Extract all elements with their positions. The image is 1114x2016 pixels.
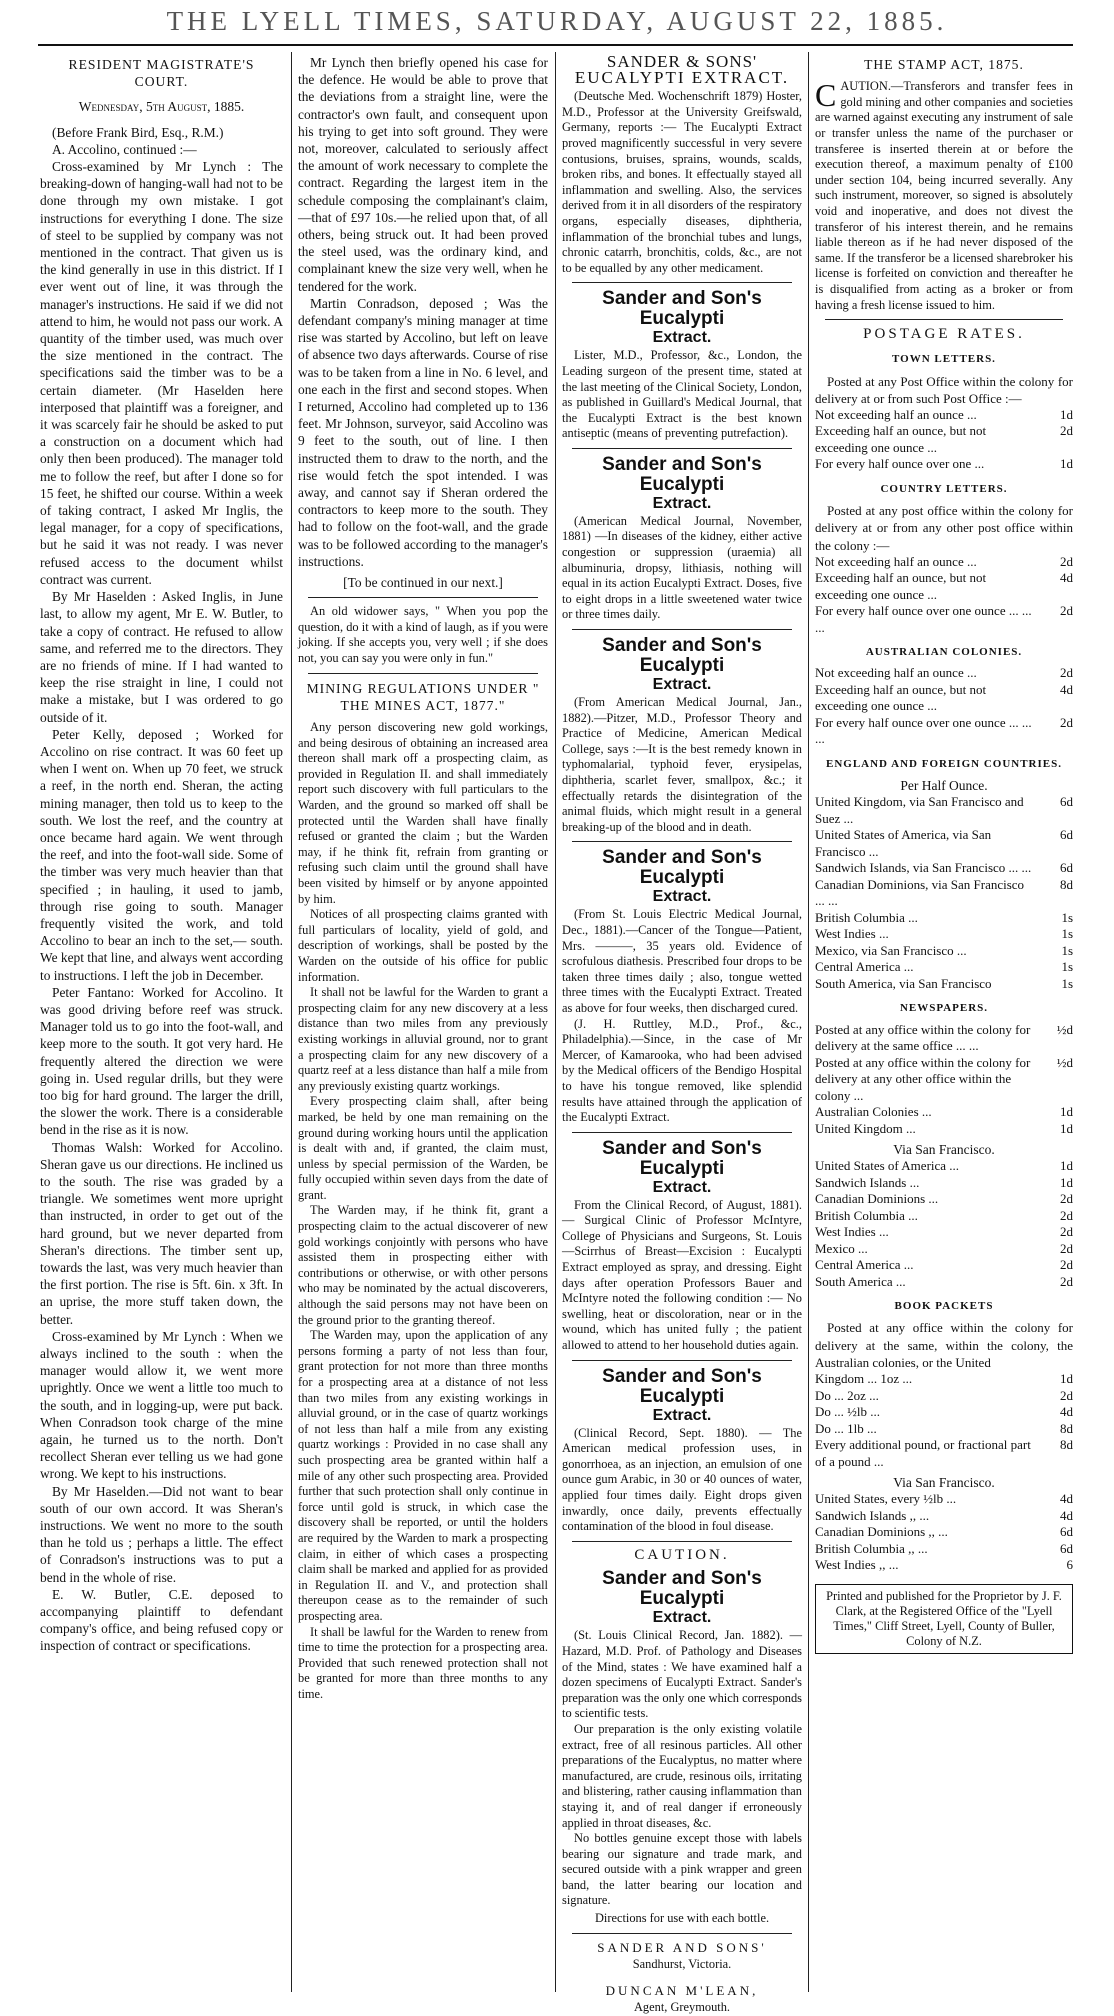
country-intro: Posted at any post office within the colony for delivery at or from any other post office within the colony :— (815, 503, 1073, 553)
caution-ad-title: Sander and Son's Eucalypti (602, 1568, 762, 1610)
eucalypti-title-1: SANDER & SONS' (606, 52, 758, 71)
newspaper-rates (815, 1022, 1073, 1138)
separator (572, 1360, 792, 1361)
ad-title: Sander and Son's Eucalypti (602, 288, 762, 330)
caution-paragraph: No bottles genuine except those with labels bearing our signature and trade mark, and secured outside with a pink wrapper and green band, the latter bearing our location and signature. (562, 1831, 802, 1908)
rate-value: 2d (1060, 1207, 1073, 1223)
rate-value: 1d (1060, 1158, 1073, 1174)
country-rates (815, 554, 1073, 637)
rate-label: Do ... 2oz ... (815, 1387, 879, 1403)
column-divider (555, 52, 556, 1992)
rate-label: Do ... 1lb ... (815, 1420, 877, 1436)
eucalypti-intro: (Deutsche Med. Wochenschrift 1879) Hoster, M.D., Professor at the University Greifswald, Germany, reports :— The Eucalypti Extract proved magnificently successful in very severe contusions, bruises, sprains, wounds, scalds, broken ribs, and bones. It effectually stayed all inflammation and swelling. Also, the services derived from it in all disorders of the respiratory organs, especially diseases, diphtheria, inflammation of the bronchial tubes and lungs, chronic catarrh, bronchitis, colds, &c., are not to be equalled by any other medicament. (562, 89, 802, 275)
rate-label: British Columbia ... (815, 1207, 918, 1223)
sander-name: SANDER AND SONS' (597, 1939, 767, 1955)
rate-value: 8d (1060, 876, 1073, 892)
rate-label: Canadian Dominions, via San Francisco ... ... (815, 876, 1025, 909)
caution-ad-subtitle: Extract. (652, 1609, 712, 1627)
court-paragraph: Peter Kelly, deposed ; Worked for Accolino on rise contract. It was 60 feet up when I went on. When up 70 feet, we struck a reef, in the north end. Sheran, the acting mining manager, then told us to keep to the south. We lost the reef, and the country at once became hard again. We went through the reef, and into the foot-wall side. Some of the timber was very much heavier than that specified ; in hauling, it used to jamb, through rise going to south. Manager frequently visited the work, and told Accolino to bear an inch to the set,— south. We kept that line, and always went according to instructions. I left the job in December. (40, 726, 283, 983)
rate-row (815, 1388, 1073, 1405)
rate-value: 2d (1060, 423, 1073, 439)
via-san-francisco: Via San Francisco. (893, 1142, 995, 1158)
ad-text: (American Medical Journal, November, 1881) —In diseases of the kidney, either active congestion or suppression (uraemia) all albuminuria, dropsy, lithiasis, nothing will equal in its action Eucalypti Extract. Doses, five to eight drops in a little sweetened water twice or three times daily. (562, 513, 802, 622)
rate-label: British Columbia ,, ... (815, 1540, 928, 1556)
rate-row (815, 1557, 1073, 1574)
eucalypti-title-2: EUCALYPTI EXTRACT. (574, 67, 790, 87)
rate-row (815, 1491, 1073, 1508)
rate-row (815, 1508, 1073, 1525)
rate-row (815, 794, 1073, 827)
column-divider (291, 52, 292, 1992)
rate-row (815, 665, 1073, 682)
rate-value: 1d (1060, 1120, 1073, 1136)
rate-row (815, 1158, 1073, 1175)
caution-heading: CAUTION. (634, 1546, 730, 1563)
mining-regulation: The Warden may, upon the application of any persons forming a party of not less than four, grant protection for not more than three months for a prospecting area at a distance of not less than two miles from any existing workings in alluvial ground, or in the case of quartz workings of not less than half a mile from any existing quartz workings : Provided in no case shall any such prospecting area be granted within half a mile of any other such prospecting area. Provided further that such protection shall only continue in force until gold is struck, in which case the discovery shall be reported, or until the holders are required by the Warden to mark a prospecting claim, in either of which cases a prospecting claim shall be marked and applied for as provided in Regulation II. and V., and protection shall thereupon cease as to the remainder of such prospecting area. (298, 1328, 548, 1623)
book-packets-heading: BOOK PACKETS (894, 1300, 994, 1313)
eucalypti-ad (562, 629, 802, 835)
separator (572, 841, 792, 842)
rate-value: 1s (1061, 975, 1073, 991)
rate-row (815, 1437, 1073, 1470)
court-paragraph: Thomas Walsh: Worked for Accolino. Sheran gave us our directions. He inclined us to the south. The rise was graded by a triangle. We sometimes went more upright than instructed, in order to get out of the hard ground, but we never departed from Sheran's directions. The timber sent up, towards the last, was very much heavier than the first portion. The rise is 5ft. 6in. x 3ft. In an uprise, the more stuff taken down, the better. (40, 1139, 283, 1327)
rate-label: United States of America, via San Francisco ... (815, 827, 992, 859)
rate-value: 4d (1060, 1491, 1073, 1507)
rate-value: 1d (1060, 1371, 1073, 1387)
ad-extra-text: (J. H. Ruttley, M.D., Prof., &c., Philadelphia).—Since, in the case of Mr Mercer, of Kamarooka, who had been advised by the Medical officers of the Bendigo Hospital to have his tongue removed, like splendid results have attained through the application of the Eucalypti Extract. (562, 1016, 802, 1125)
rate-row (815, 1257, 1073, 1274)
rate-label: Sandwich Islands ,, ... (815, 1507, 930, 1523)
rate-value: 2d (1060, 553, 1073, 569)
rate-label: United Kingdom, via San Francisco and Suez ... (815, 794, 1024, 826)
australian-rates (815, 665, 1073, 748)
ad-subtitle: Extract. (652, 329, 712, 347)
sander-place: Sandhurst, Victoria. (632, 1957, 732, 1972)
rate-value: ½d (1056, 1054, 1073, 1070)
rate-label: Do ... ½lb ... (815, 1404, 880, 1420)
separator (572, 448, 792, 449)
court-paragraph: E. W. Butler, C.E. deposed to accompanying plaintiff to defendant company's office, and being refused copy or inspection of contract or specifications. (40, 1586, 283, 1654)
court-heading: RESIDENT MAGISTRATE'S COURT. (68, 57, 255, 90)
masthead-rule (38, 44, 1073, 46)
rate-row (815, 1404, 1073, 1421)
rate-label: Mexico ... (815, 1240, 868, 1256)
rate-row (815, 1104, 1073, 1121)
column-court-report (40, 54, 283, 1994)
ad-title: Sander and Son's Eucalypti (602, 453, 762, 495)
rate-row (815, 1121, 1073, 1138)
agent-name: DUNCAN M'LEAN, (605, 1982, 759, 1998)
rate-row (815, 570, 1073, 603)
rate-row (815, 976, 1073, 993)
rate-value: 1s (1061, 959, 1073, 975)
rate-value: 2d (1060, 1387, 1073, 1403)
ad-subtitle: Extract. (652, 888, 712, 906)
mining-regulation: Notices of all prospecting claims granted with full particulars of locality, yield of gold, and description of workings, shall be posted by the Warden on the outside of his office for public information. (298, 907, 548, 984)
mining-heading: MINING REGULATIONS UNDER " THE MINES ACT, 1877." (306, 680, 540, 713)
ad-text: Lister, M.D., Professor, &c., London, the Leading surgeon of the present time, stated at the last meeting of the Clinical Society, London, as published in Guillard's Medical Journal, that the Eucalypti Extract is the best known antiseptic (means of preventing putrefaction). (562, 348, 802, 441)
eucalypti-ad (562, 841, 802, 1125)
ad-title: Sander and Son's Eucalypti (602, 635, 762, 677)
rate-row (815, 1022, 1073, 1055)
rate-value: 2d (1060, 714, 1073, 730)
caution-paragraphs (562, 1722, 802, 1909)
rate-value: ½d (1056, 1021, 1073, 1037)
rate-label: Exceeding half an ounce, but not exceeding one ounce ... (815, 423, 987, 455)
rate-row (815, 1421, 1073, 1438)
rate-value: 4d (1060, 681, 1073, 697)
rate-row (815, 1524, 1073, 1541)
rate-label: For every half ounce over one ounce ... ... ... (815, 714, 1032, 747)
rate-value: 2d (1060, 1240, 1073, 1256)
rate-row (815, 1191, 1073, 1208)
rate-value: 8d (1060, 1437, 1073, 1453)
rate-value: 2d (1060, 665, 1073, 681)
rate-value: 4d (1060, 1404, 1073, 1420)
ad-subtitle: Extract. (652, 1178, 712, 1196)
rate-value: 1d (1060, 456, 1073, 472)
ad-text: (From American Medical Journal, Jan., 1882).—Pitzer, M.D., Professor Theory and Practice of Medicine, American Medical College, says :—It is the best remedy known in typhomalarial, typhoid fever, erysipelas, diphtheria, scarlet fever, smallpox, &c.; it effectually retards the disintegration of the animal fluids, which might result in a general breaking-up of the blood and in death. (562, 695, 802, 834)
rate-label: Kingdom ... 1oz ... (815, 1371, 913, 1387)
rate-row (815, 877, 1073, 910)
separator (572, 282, 792, 283)
rate-row (815, 554, 1073, 571)
widower-item: An old widower says, " When you pop the question, do it with a kind of laugh, as if you were joking. If she accepts you, very well ; if she does not, you can say you were only in fun." (298, 604, 548, 666)
defence-paragraphs (298, 54, 548, 570)
rate-label: Central America ... (815, 959, 914, 975)
caution-ad-text: (St. Louis Clinical Record, Jan. 1882). —Hazard, M.D. Prof. of Pathology and Diseases of the Mind, states : We have examined half a dozen specimens of Eucalypti Extract. Sander's preparation was the only one which corresponds to scientific tests. (562, 1628, 802, 1721)
postage-heading: POSTAGE RATES. (863, 326, 1025, 343)
separator (308, 673, 538, 674)
book-san-francisco-rates (815, 1491, 1073, 1574)
rate-row (815, 1274, 1073, 1291)
court-paragraph: By Mr Haselden.—Did not want to bear south of our own accord. It was Sheran's instructions. We went no more to the south than he told us ; perhaps a little. The effect of Conradson's instructions was to put a bend in the whole of rise. (40, 1483, 283, 1585)
rate-label: Central America ... (815, 1257, 914, 1273)
rate-label: Canadian Dominions ... (815, 1191, 939, 1207)
rate-value: 2d (1060, 1224, 1073, 1240)
rate-row (815, 715, 1073, 748)
rate-row (815, 1208, 1073, 1225)
rate-value: 1d (1060, 1104, 1073, 1120)
rate-row (815, 407, 1073, 424)
rate-label: Not exceeding half an ounce ... (815, 665, 977, 681)
court-paragraph: Cross-examined by Mr Lynch : The breaking-down of hanging-wall had not to be done through my own mistake. I got instructions for everything I done. The size of steel to be supplied by company was not mentioned in the contract. That given us is the kind generally in use in this district. If I ever went out of line, it was through the manager's instructions. He said if we did not attend to him, he would not pass our work. A quantity of the timber used, was much over the size mentioned in the contract. The specifications said the timber was to be a certain diameter. (Mr Haselden here interposed that plaintiff was a foreigner, and it was scarcely fair he should be asked to put a construction on a document which had only then been produced). The manager told me to follow the reef, but after I done so for 15 feet, he shifted our course. Within a week of taking contract, I asked Mr Inglis, the legal manager, for a copy of specifications, but he said it was not ready. I was never refused access to the document whilst contract was current. (40, 159, 283, 587)
rate-value: 6d (1060, 860, 1073, 876)
rate-value: 6d (1060, 827, 1073, 843)
rate-value: 2d (1060, 1257, 1073, 1273)
ad-subtitle: Extract. (652, 1406, 712, 1424)
rate-value: 2d (1060, 603, 1073, 619)
san-francisco-rates (815, 1158, 1073, 1290)
rate-label: Posted at any office within the colony for delivery at any other office within the colony ... (815, 1054, 1031, 1103)
rate-row (815, 860, 1073, 877)
rate-label: For every half ounce over one ounce ... ... ... (815, 603, 1032, 635)
mining-regulation: It shall not be lawful for the Warden to grant a prospecting claim for any new discovery at a less distance than two miles from any previously existing workings in alluvial ground, nor to grant a prospecting claim for any new discovery of a quartz reef at a less distance than half a mile from any previously existing quartz workings. (298, 985, 548, 1093)
rate-value: 1s (1061, 942, 1073, 958)
rate-row (815, 682, 1073, 715)
mining-paragraphs (298, 720, 548, 1702)
rate-row (815, 1541, 1073, 1558)
rate-value: 4d (1060, 570, 1073, 586)
separator (308, 597, 538, 598)
court-paragraph: A. Accolino, continued :— (52, 141, 197, 157)
rate-label: South America ... (815, 1273, 906, 1289)
court-paragraphs (40, 124, 283, 1655)
separator (825, 319, 1063, 320)
column-court-continued (298, 54, 548, 1994)
court-paragraph: Cross-examined by Mr Lynch : When we always inclined to the south : when the manager would allow it, we went more uprightly. Once we went a little too much to the south, and in logging-up, were put back. When Conradson took charge of the mine again, he turned us to the north. Don't recollect Sheran ever telling us we had gone wrong. We kept to his instructions. (40, 1328, 283, 1482)
column-stamp-postage (815, 54, 1073, 1994)
ad-title: Sander and Son's Eucalypti (602, 847, 762, 889)
masthead (0, 0, 1114, 48)
australian-heading: AUSTRALIAN COLONIES. (865, 646, 1023, 659)
directions: Directions for use with each bottle. (594, 1911, 770, 1926)
rate-row (815, 423, 1073, 456)
separator (572, 1541, 792, 1542)
via-san-francisco-books: Via San Francisco. (893, 1475, 995, 1491)
rate-label: Canadian Dominions ,, ... (815, 1524, 948, 1540)
masthead-title: THE LYELL TIMES, SATURDAY, AUGUST 22, 1885. (166, 6, 948, 36)
ad-subtitle: Extract. (652, 494, 712, 512)
rate-value: 6d (1060, 1540, 1073, 1556)
ad-text: (From St. Louis Electric Medical Journal, Dec., 1881).—Cancer of the Tongue—Patient, Mrs. ———, 35 years old. Evidence of scrofulous diathesis. Prescribed four drops to be taken three times daily ; also, tongue wetted three times with the Eucalypti Extract. Treated as above for four weeks, then discharged cured. (562, 907, 802, 1015)
rate-row (815, 959, 1073, 976)
ad-text: (Clinical Record, Sept. 1880). — The American medical profession uses, in gonorrhoea, as an injection, an emulsion of one ounce gum Arabic, in 30 or 40 ounces of water, applied four times daily. Eight drops given inwardly, once daily, prevents effectually contamination of the blood in foul disease. (562, 1425, 802, 1534)
mining-regulation: The Warden may, if he think fit, grant a prospecting claim to the actual discoverer of new gold workings conjointly with persons who have assisted them in prospecting either with contributions or otherwise, or with other persons who may be nominated by the actual discoverers, although the said persons may not have been on the ground prior to the granting thereof. (298, 1203, 548, 1327)
rate-label: United States, every ½lb ... (815, 1491, 957, 1507)
court-paragraph: Peter Fantano: Worked for Accolino. It was good driving before reef was struck. Manager told us to go into the foot-wall, and keep more to the south. It got very hard. He frequently altered the direction we were going in. Used regular drills, but they were too big for hard ground. The larger the drill, the slower the work. There is a considerable bend in the rise as it is now. (40, 984, 283, 1138)
rate-label: West Indies ... (815, 926, 889, 942)
rate-label: United Kingdom ... (815, 1120, 916, 1136)
rate-label: West Indies ,, ... (815, 1557, 899, 1573)
rate-label: Not exceeding half an ounce ... (815, 406, 977, 422)
court-paragraph: By Mr Haselden : Asked Inglis, in June last, to allow my agent, Mr E. W. Butler, to take a copy of contract. He refused to allow same, and referred me to the directors. They are no friends of mine. If I had wanted to keep the rise straight in line, I could not make a mistake, but I was ordered to go outside of it. (40, 589, 283, 725)
rate-label: For every half ounce over one ... (815, 456, 985, 472)
stamp-heading: THE STAMP ACT, 1875. (864, 57, 1024, 72)
rate-value: 6d (1060, 1524, 1073, 1540)
book-rates (815, 1371, 1073, 1470)
rate-value: 6d (1060, 794, 1073, 810)
stamp-caution (815, 79, 1073, 313)
rate-row (815, 1371, 1073, 1388)
separator (572, 1132, 792, 1133)
rate-label: United States of America ... (815, 1158, 960, 1174)
rate-label: Posted at any office within the colony for delivery at the same office ... ... (815, 1021, 1031, 1054)
rate-row (815, 926, 1073, 943)
town-rates (815, 407, 1073, 473)
rate-value: 4d (1060, 1507, 1073, 1523)
rate-label: West Indies ... (815, 1224, 889, 1240)
separator (572, 1933, 792, 1934)
rate-label: Exceeding half an ounce, but not exceeding one ounce ... (815, 570, 987, 602)
rate-value: 1s (1061, 909, 1073, 925)
agent-place: Agent, Greymouth. (633, 2000, 730, 2015)
defence-paragraph: Martin Conradson, deposed ; Was the defendant company's mining manager at time rise was started by Accolino, but left on leave of absence two days afterwards. Course of rise was to be taken from a line in No. 6 level, and one each in the first and second stopes. When I returned, Accolino had completed up to 136 feet. Mr Johnson, surveyor, said Accolino was 9 feet to the south, out of line. I then instructed them to draw to the north, and the rise would fetch the spot intended. I was away, and cannot say if Sheran ordered the contractors to keep more to the south. They had to follow on the foot-wall, and the grade was to be followed according to the manager's instructions. (298, 295, 548, 569)
continued-note: [To be continued in our next.] (343, 575, 503, 591)
rate-label: Not exceeding half an ounce ... (815, 553, 977, 569)
per-half-ounce: Per Half Ounce. (900, 778, 988, 794)
rate-label: British Columbia ... (815, 909, 918, 925)
rate-label: Mexico, via San Francisco ... (815, 942, 967, 958)
drop-cap: C (815, 77, 837, 114)
eucalypti-ad (562, 448, 802, 623)
rate-value: 2d (1060, 1273, 1073, 1289)
rate-label: Sandwich Islands ... (815, 1174, 920, 1190)
stamp-caution-text: AUTION.—Transferors and transfer fees in gold mining and other companies and societies are warned against executing any instrument of sale or transfer unless the name of the purchaser or transferee is inserted therein at or before the execution thereof, a maximum penalty of £100 under section 104, being incurred severally. Any such instrument, moreover, so signed is absolutely void and inoperative, and does not divest the transferor of his interest therein, and he remains liable thereon as if he had never disposed of the same. If the transferor be a licensed sharebroker his license is forfeited on conviction and thereafter he is disqualified from acting as a broker or from having a fresh license issued to him. (815, 79, 1073, 312)
rate-row (815, 1224, 1073, 1241)
imprint: Printed and published for the Proprietor by J. F. Clark, at the Registered Office of the "Lyell Times," Cliff Street, Lyell, County of Buller, Colony of N.Z. (815, 1584, 1073, 1654)
mining-regulation: It shall be lawful for the Warden to renew from time to time the protection for a prospecting area. Provided that such renewed protection shall not be granted for more than three months to any time. (298, 1624, 548, 1701)
town-intro: Posted at any Post Office within the colony for delivery at or from such Post Office :— (815, 373, 1073, 406)
rate-value: 1s (1061, 926, 1073, 942)
newspapers-heading: NEWSPAPERS. (899, 1002, 989, 1015)
mining-regulation: Any person discovering new gold workings, and being desirous of obtaining an increased area thereon shall mark off a prospecting claim, as provided in Regulation II. and shall immediately report such discovery with full particulars to the Warden, and the ground so marked off shall be protected until the Warden shall have finally refused or granted the claim ; but the Warden may, if he think fit, refrain from granting or refusing such claim until the ground shall have been visited by himself or by anyone appointed by him. (298, 720, 548, 906)
caution-paragraph: Our preparation is the only existing volatile extract, free of all resinous particles. All other preparations of the Eucalyptus, no matter where manufactured, are crude, resinous oils, irritating and blistering, rather causing inflammation than staying it, and of real danger if erroneously applied in throat diseases, &c. (562, 1721, 802, 1830)
mining-regulation: Every prospecting claim shall, after being marked, be held by one man remaining on the ground during working hours until the application is dealt with and, if granted, the claim must, unless by special permission of the Warden, be fully occupied within seven days from the date of grant. (298, 1094, 548, 1202)
rate-row (815, 827, 1073, 860)
england-heading: ENGLAND AND FOREIGN COUNTRIES. (826, 757, 1062, 770)
rate-value: 2d (1060, 1191, 1073, 1207)
book-packets-intro: Posted at any office within the colony for delivery at the same, within the colony, the Australian colonies, or the United (815, 1320, 1073, 1370)
eucalypti-ads (562, 282, 802, 1534)
column-divider (808, 52, 809, 1992)
eucalypti-ad (562, 1360, 802, 1535)
ad-text: From the Clinical Record, of August, 1881).— Surgical Clinic of Professor McIntyre, College of Physicians and Surgeons, St. Louis—Scirrhus of Breast—Excision : Eucalypti Extract employed as spray, and dressing. Eight days after operation Professors Bauer and McIntyre noted the following condition :— No swelling, heat or discoloration, near or in the wound, which has united fully ; the patient allowed to attend to her household duties again. (562, 1197, 802, 1353)
rate-row (815, 1241, 1073, 1258)
court-paragraph: (Before Frank Bird, Esq., R.M.) (52, 124, 224, 140)
court-date: Wednesday, 5th August, 1885. (78, 99, 245, 115)
rate-label: Exceeding half an ounce, but not exceeding one ounce ... (815, 681, 987, 714)
rate-value: 1d (1060, 406, 1073, 422)
rate-label: South America, via San Francisco (815, 975, 992, 991)
rate-value: 8d (1060, 1420, 1073, 1436)
rate-label: Every additional pound, or fractional part of a pound ... (815, 1437, 1031, 1469)
ad-title: Sander and Son's Eucalypti (602, 1137, 762, 1179)
ad-subtitle: Extract. (652, 676, 712, 694)
rate-row (815, 1055, 1073, 1105)
rate-label: Australian Colonies ... (815, 1104, 932, 1120)
town-heading: TOWN LETTERS. (892, 353, 996, 366)
rate-value: 1d (1060, 1174, 1073, 1190)
rate-row (815, 910, 1073, 927)
rate-value: 6 (1066, 1557, 1073, 1573)
rate-row (815, 943, 1073, 960)
separator (572, 629, 792, 630)
eucalypti-ad (562, 1132, 802, 1354)
column-eucalypti-ads (562, 52, 802, 2015)
eucalypti-ad (562, 282, 802, 442)
rate-row (815, 456, 1073, 473)
country-heading: COUNTRY LETTERS. (880, 482, 1008, 495)
rate-row (815, 1175, 1073, 1192)
england-rates (815, 794, 1073, 992)
ad-title: Sander and Son's Eucalypti (602, 1365, 762, 1407)
rate-label: Sandwich Islands, via San Francisco ... ... (815, 860, 1032, 876)
rate-row (815, 603, 1073, 636)
defence-paragraph: Mr Lynch then briefly opened his case for the defence. He would be able to prove that the deviations from a straight line, were the contractor's own fault, and consequent upon his trying to get into soft ground. They were not, moreover, calculated to seriously affect the amount of work necessary to complete the contract. Regarding the largest item in the schedule composing the complainant's claim,—that of £97 10s.—he relied upon that, of all others, being struck out. It had been proved the steel used, was the ordinary kind, and complainant knew the size very well, when he tendered for the work. (298, 55, 548, 294)
